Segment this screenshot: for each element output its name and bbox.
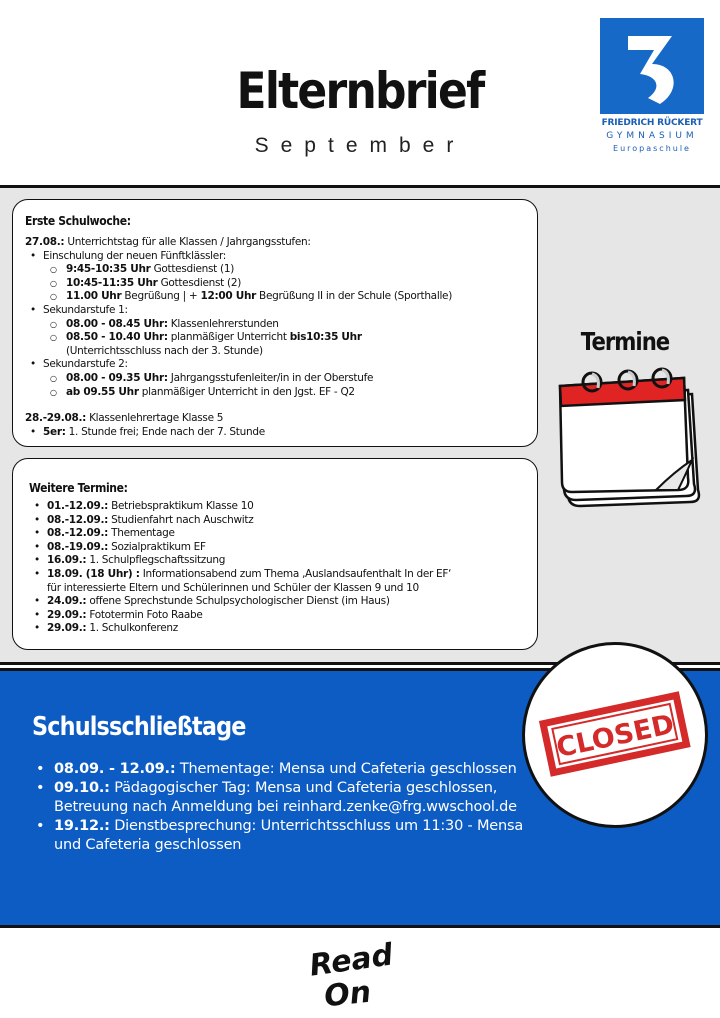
list-item-continuation: (Unterrichtsschluss nach der 3. Stunde) xyxy=(66,344,263,357)
closed-stamp-text: CLOSED xyxy=(553,708,677,765)
calendar-icon xyxy=(552,360,708,510)
schulschliesstage-heading: Schulsschließtage xyxy=(32,712,246,742)
page-title: Elternbrief xyxy=(236,62,484,120)
list-item: ○ 08.00 - 09.35 Uhr: Jahrgangsstufenleiter/in in der Oberstufe xyxy=(25,372,525,386)
school-logo-icon xyxy=(600,18,704,114)
list-item: • 19.12.: Dienstbesprechung: Unterrichtsschluss um 11:30 - Mensa und Cafeteria geschlossen xyxy=(32,817,532,855)
list-item: ○ 9:45-10:35 Uhr Gottesdienst (1) xyxy=(25,263,525,277)
list-item: • Einschulung der neuen Fünftklässler: xyxy=(25,250,525,264)
termine-label: Termine xyxy=(580,327,670,356)
list-item: • 08.09. - 12.09.: Thementage: Mensa und Cafeteria geschlossen xyxy=(32,760,532,779)
logo-school-name: FRIEDRICH RÜCKERT xyxy=(601,118,703,128)
list-item-continuation: für interessierte Eltern und Schülerinnen und Schüler der Klassen 9 und 10 xyxy=(47,581,419,594)
schulschliesstage-list xyxy=(32,760,532,855)
erste-schulwoche-heading: Erste Schulwoche: xyxy=(25,214,131,228)
list-item: ○ ab 09.55 Uhr planmäßiger Unterricht in den Jgst. EF - Q2 xyxy=(25,386,525,400)
list-item: • 24.09.: offene Sprechstunde Schulpsychologischer Dienst (im Haus) xyxy=(29,595,521,609)
list-item: • 29.09.: 1. Schulkonferenz xyxy=(29,622,521,636)
weitere-termine-card xyxy=(12,458,538,650)
list-item: ○ 08.00 - 08.45 Uhr: Klassenlehrerstunden xyxy=(25,318,525,332)
logo-school-tagline: Europaschule xyxy=(613,144,691,153)
logo-school-type: GYMNASIUM xyxy=(606,131,698,141)
on-word: On xyxy=(322,974,373,1012)
list-item: • Sekundarstufe 2: xyxy=(25,358,525,372)
list-item: • 08.-12.09.: Studienfahrt nach Auschwitz xyxy=(29,514,521,528)
list-item: • 29.09.: Fototermin Foto Raabe xyxy=(29,609,521,623)
page-subtitle: September xyxy=(254,134,466,157)
list-item: 27.08.: Unterrichtstag für alle Klassen / Jahrgangsstufen: xyxy=(25,236,311,248)
read-on-logo xyxy=(300,936,410,1012)
list-item: 28.-29.08.: Klassenlehrertage Klasse 5 xyxy=(25,412,224,425)
list-item: • 18.09. (18 Uhr) : Informationsabend zum Thema ‚Auslandsaufenthalt In der EF‘ xyxy=(29,568,521,582)
read-word: Read xyxy=(307,937,396,984)
list-item: ○ 11.00 Uhr Begrüßung | + 12:00 Uhr Begrüßung II in der Schule (Sporthalle) xyxy=(25,290,525,304)
list-item: ○ 10:45-11:35 Uhr Gottesdienst (2) xyxy=(25,277,525,291)
list-item: • Sekundarstufe 1: xyxy=(25,304,525,318)
weitere-termine-heading: Weitere Termine: xyxy=(29,481,128,495)
list-item: • 09.10.: Pädagogischer Tag: Mensa und Cafeteria geschlossen, Betreuung nach Anmeldung bei reinhard.zenke@frg.wwschool.de xyxy=(32,779,532,817)
list-item: • 01.-12.09.: Betriebspraktikum Klasse 10 xyxy=(29,500,521,514)
list-item: • 08.-19.09.: Sozialpraktikum EF xyxy=(29,541,521,555)
erste-schulwoche-card xyxy=(12,199,538,447)
closed-stamp-icon xyxy=(522,642,708,828)
list-item: • 5er: 1. Stunde frei; Ende nach der 7. Stunde xyxy=(25,426,525,440)
list-item: ○ 08.50 - 10.40 Uhr: planmäßiger Unterricht bis10:35 Uhr xyxy=(25,331,525,345)
list-item: • 16.09.: 1. Schulpflegschaftssitzung xyxy=(29,554,521,568)
list-item: • 08.-12.09.: Thementage xyxy=(29,527,521,541)
